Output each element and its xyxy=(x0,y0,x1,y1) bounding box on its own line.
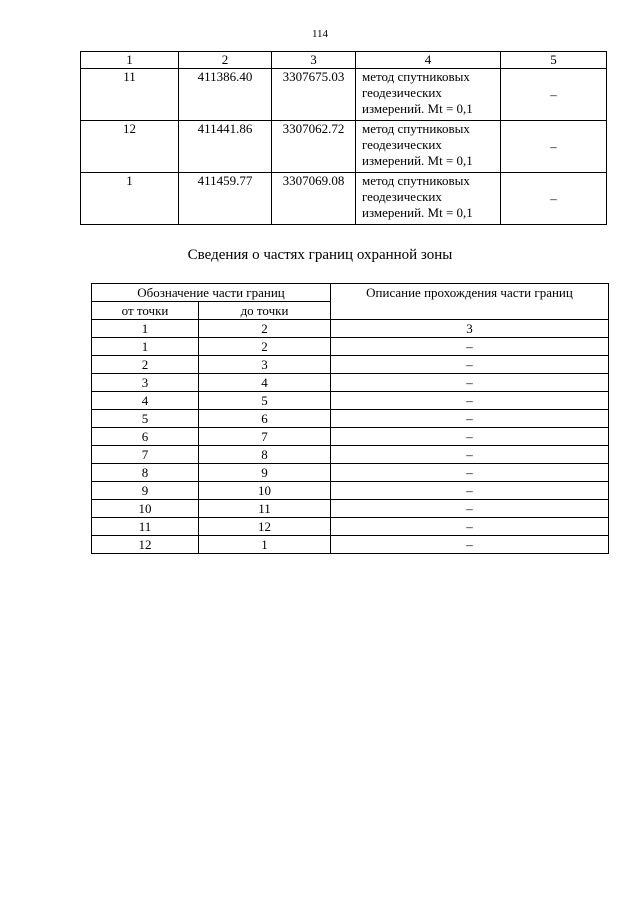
table-header-row xyxy=(81,52,607,69)
from-point: 2 xyxy=(92,356,199,374)
x-coordinate: 411386.40 xyxy=(179,69,272,121)
table-row xyxy=(92,428,609,446)
x-coordinate: 411459.77 xyxy=(179,173,272,225)
from-point: 11 xyxy=(92,518,199,536)
table-row xyxy=(81,173,607,225)
to-point: 11 xyxy=(199,500,331,518)
table-row xyxy=(92,338,609,356)
coordinates-table xyxy=(80,51,607,225)
from-point: 9 xyxy=(92,482,199,500)
from-point: 6 xyxy=(92,428,199,446)
section-title: Сведения о частях границ охранной зоны xyxy=(187,247,453,263)
method-cell xyxy=(356,69,501,121)
method-line: метод спутниковых xyxy=(362,69,470,84)
description-cell: – xyxy=(331,536,609,554)
note-cell: – xyxy=(501,173,607,225)
from-point: 5 xyxy=(92,410,199,428)
description-cell: – xyxy=(331,446,609,464)
description-cell: – xyxy=(331,464,609,482)
to-point: 2 xyxy=(199,338,331,356)
table-row xyxy=(92,482,609,500)
from-point: 7 xyxy=(92,446,199,464)
method-cell xyxy=(356,121,501,173)
group-header: Обозначение части границ xyxy=(92,284,331,302)
column-header: 1 xyxy=(81,52,179,69)
to-point: 12 xyxy=(199,518,331,536)
table-header-row xyxy=(92,284,609,302)
to-point: 8 xyxy=(199,446,331,464)
table-row xyxy=(92,392,609,410)
description-cell: – xyxy=(331,482,609,500)
to-point: 6 xyxy=(199,410,331,428)
description-cell: – xyxy=(331,410,609,428)
description-cell: – xyxy=(331,338,609,356)
column-header: 5 xyxy=(501,52,607,69)
to-point: 1 xyxy=(199,536,331,554)
table-row xyxy=(92,500,609,518)
y-coordinate: 3307069.08 xyxy=(272,173,356,225)
method-line: измерений. Mt = 0,1 xyxy=(362,153,473,168)
table-row xyxy=(92,536,609,554)
to-point: 5 xyxy=(199,392,331,410)
to-point: 10 xyxy=(199,482,331,500)
to-point: 9 xyxy=(199,464,331,482)
table-row xyxy=(81,69,607,121)
column-numbering-row xyxy=(92,320,609,338)
method-line: измерений. Mt = 0,1 xyxy=(362,101,473,116)
column-header: 4 xyxy=(356,52,501,69)
method-line: метод спутниковых xyxy=(362,121,470,136)
note-cell: – xyxy=(501,69,607,121)
from-point: 8 xyxy=(92,464,199,482)
method-line: геодезических xyxy=(362,189,442,204)
table-row xyxy=(81,121,607,173)
description-cell: – xyxy=(331,356,609,374)
to-point-header: до точки xyxy=(199,302,331,320)
x-coordinate: 411441.86 xyxy=(179,121,272,173)
column-number: 3 xyxy=(331,320,609,338)
method-cell xyxy=(356,173,501,225)
method-line: геодезических xyxy=(362,85,442,100)
from-point: 12 xyxy=(92,536,199,554)
to-point: 7 xyxy=(199,428,331,446)
method-line: измерений. Mt = 0,1 xyxy=(362,205,473,220)
from-point: 3 xyxy=(92,374,199,392)
point-number: 11 xyxy=(81,69,179,121)
boundary-parts-table xyxy=(91,283,609,554)
to-point: 3 xyxy=(199,356,331,374)
method-line: геодезических xyxy=(362,137,442,152)
point-number: 12 xyxy=(81,121,179,173)
from-point: 4 xyxy=(92,392,199,410)
table-row xyxy=(92,374,609,392)
description-cell: – xyxy=(331,518,609,536)
description-cell: – xyxy=(331,500,609,518)
from-point-header: от точки xyxy=(92,302,199,320)
y-coordinate: 3307675.03 xyxy=(272,69,356,121)
column-header: 2 xyxy=(179,52,272,69)
description-cell: – xyxy=(331,428,609,446)
column-number: 2 xyxy=(199,320,331,338)
point-number: 1 xyxy=(81,173,179,225)
from-point: 10 xyxy=(92,500,199,518)
page-number: 114 xyxy=(311,28,329,40)
table-row xyxy=(92,464,609,482)
from-point: 1 xyxy=(92,338,199,356)
description-cell: – xyxy=(331,392,609,410)
column-header: 3 xyxy=(272,52,356,69)
description-header: Описание прохождения части границ xyxy=(331,284,609,320)
method-line: метод спутниковых xyxy=(362,173,470,188)
y-coordinate: 3307062.72 xyxy=(272,121,356,173)
column-number: 1 xyxy=(92,320,199,338)
note-cell: – xyxy=(501,121,607,173)
table-row xyxy=(92,446,609,464)
description-cell: – xyxy=(331,374,609,392)
table-row xyxy=(92,356,609,374)
to-point: 4 xyxy=(199,374,331,392)
table-row xyxy=(92,410,609,428)
table-row xyxy=(92,518,609,536)
